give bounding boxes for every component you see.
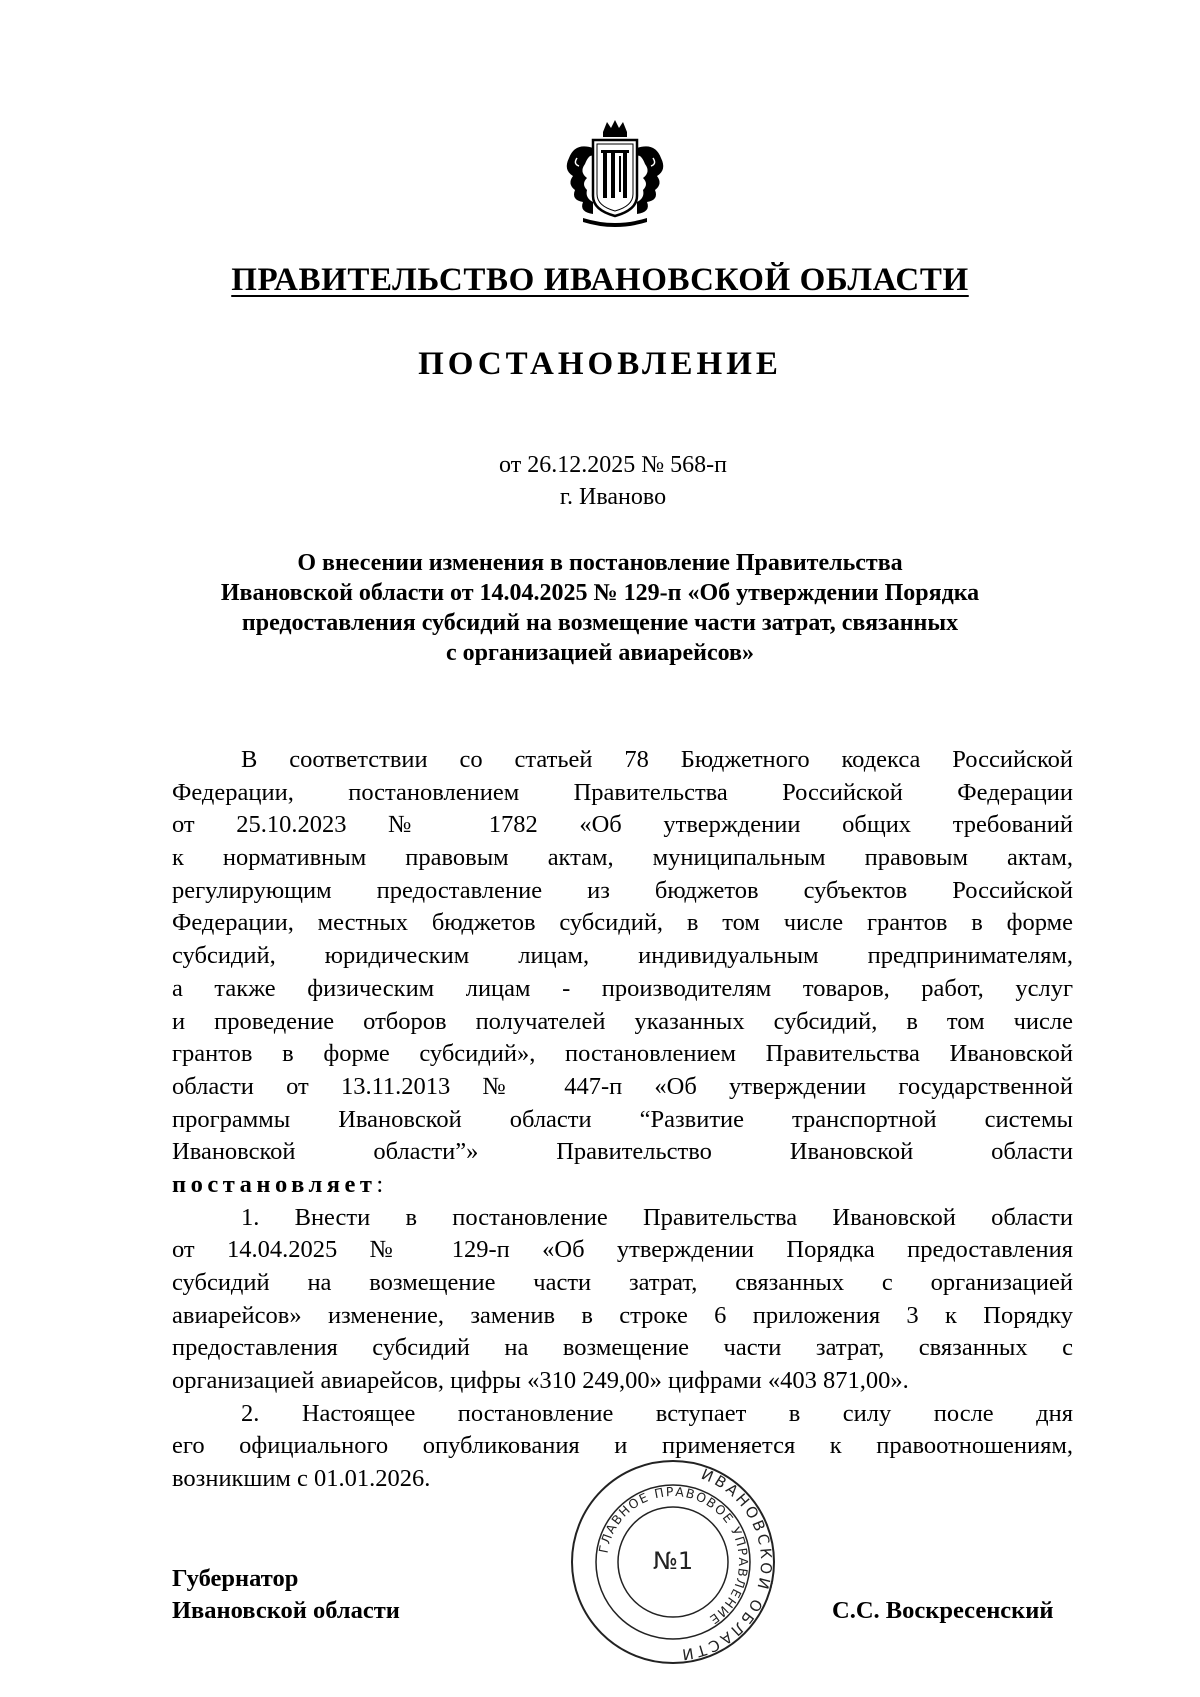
resolves-colon: : (376, 1170, 384, 1198)
subject-line: предоставления субсидий на возмещение части затрат, связанных (241, 610, 959, 636)
coat-of-arms-icon (553, 118, 677, 230)
preamble-line: В соответствии со статьей 78 Бюджетного кодекса Российской (241, 746, 1073, 773)
document-date-number: от 26.12.2025 № 568-п (499, 452, 727, 478)
preamble-line: области от 13.11.2013 № 447-п «Об утверждении государственной (172, 1072, 1073, 1100)
item1-line: субсидий на возмещение части затрат, связанных с организацией (172, 1269, 1073, 1296)
preamble-line: регулирующим предоставление из бюджетов субъектов Российской (172, 876, 1073, 904)
item1-line: 1. Внести в постановление Правительства Ивановской области (241, 1203, 1073, 1231)
preamble-line: Ивановской области”» Правительство Ивановской области (172, 1138, 1073, 1166)
document-city: г. Иваново (559, 484, 667, 510)
government-title: ПРАВИТЕЛЬСТВО ИВАНОВСКОЙ ОБЛАСТИ (231, 262, 969, 298)
preamble-line: к нормативным правовым актам, муниципальным правовым актам, (172, 844, 1073, 872)
seal-outer-text: ИВАНОВСКОЙ ОБЛАСТИ (678, 1465, 776, 1664)
item2-line: возникшим с 01.01.2026. (172, 1465, 431, 1493)
preamble-line: а также физическим лицам - производителям товаров, работ, услуг (172, 974, 1073, 1002)
preamble-line: грантов в форме субсидий», постановлением Правительства Ивановской (172, 1040, 1073, 1068)
subject-line: Ивановской области от 14.04.2025 № 129-п «Об утверждении Порядка (220, 580, 980, 606)
seal-inner-text: ГЛАВНОЕ ПРАВОВОЕ УПРАВЛЕНИЕ (595, 1483, 752, 1629)
item1-line: предоставления субсидий на возмещение части затрат, связанных с (172, 1334, 1073, 1362)
preamble-line: Федерации, постановлением Правительства Российской Федерации (172, 778, 1073, 806)
resolves-line (172, 1169, 1073, 1202)
official-seal (568, 1457, 778, 1667)
signatory-position (172, 1563, 400, 1627)
preamble-line: субсидий, юридическим лицам, индивидуальным предпринимателям, (172, 942, 1073, 970)
item2-line: его официального опубликования и применяется к правоотношениям, (172, 1432, 1073, 1460)
preamble-line: Федерации, местных бюджетов субсидий, в том числе грантов в форме (172, 909, 1073, 937)
document-subject (160, 548, 1040, 668)
subject-line: О внесении изменения в постановление Правительства (297, 550, 903, 576)
resolves-word: постановляет (172, 1170, 377, 1198)
preamble-line: и проведение отборов получателей указанных субсидий, в том числе (172, 1007, 1073, 1035)
preamble-line: от 25.10.2023 № 1782 «Об утверждении общих требований (172, 811, 1073, 839)
signatory-name: С.С. Воскресенский (832, 1597, 1054, 1624)
position-line: Ивановской области (172, 1597, 400, 1624)
document-type: ПОСТАНОВЛЕНИЕ (418, 346, 782, 382)
item1-line: организацией авиарейсов, цифры «310 249,00» цифрами «403 871,00». (172, 1367, 909, 1395)
position-line: Губернатор (172, 1565, 299, 1592)
document-body (172, 744, 1073, 1496)
preamble-line: программы Ивановской области “Развитие транспортной системы (172, 1105, 1073, 1133)
subject-line: с организацией авиарейсов» (446, 640, 754, 666)
item2-line: 2. Настоящее постановление вступает в силу после дня (241, 1399, 1073, 1427)
seal-number: №1 (652, 1547, 694, 1575)
item1-line: авиарейсов» изменение, заменив в строке 6 приложения 3 к Порядку (172, 1301, 1073, 1329)
item1-line: от 14.04.2025 № 129-п «Об утверждении Порядка предоставления (172, 1236, 1073, 1264)
